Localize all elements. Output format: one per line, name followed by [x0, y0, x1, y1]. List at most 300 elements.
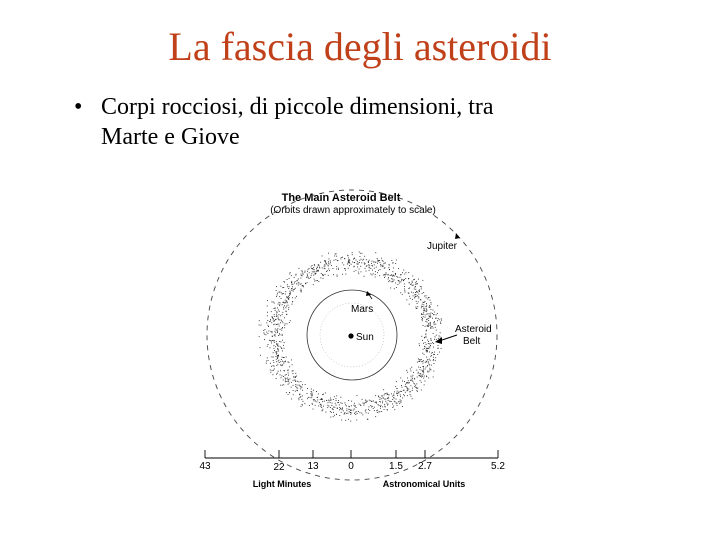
- asteroid-dot: [302, 384, 303, 385]
- asteroid-dot: [275, 308, 276, 309]
- asteroid-dot: [422, 320, 423, 321]
- asteroid-dot: [429, 368, 430, 369]
- asteroid-dot: [302, 273, 303, 274]
- asteroid-dot: [421, 375, 422, 376]
- asteroid-dot: [261, 325, 262, 326]
- asteroid-dot: [396, 393, 397, 394]
- asteroid-dot: [388, 264, 389, 265]
- asteroid-dot: [375, 416, 376, 417]
- asteroid-dot: [395, 263, 396, 264]
- asteroid-dot: [273, 302, 274, 303]
- asteroid-dot: [315, 274, 316, 275]
- asteroid-dot: [317, 400, 318, 401]
- asteroid-dot: [313, 409, 314, 410]
- asteroid-dot: [328, 275, 329, 276]
- asteroid-dot: [316, 273, 317, 274]
- asteroid-dot: [333, 274, 334, 275]
- asteroid-dot: [329, 406, 330, 407]
- asteroid-dot: [320, 404, 321, 405]
- asteroid-dot: [407, 372, 408, 373]
- asteroid-dot: [421, 336, 422, 337]
- asteroid-dot: [348, 409, 349, 410]
- asteroid-dot: [322, 410, 323, 411]
- asteroid-dot: [435, 336, 436, 337]
- asteroid-dot: [421, 390, 422, 391]
- asteroid-dot: [282, 357, 283, 358]
- asteroid-dot: [274, 303, 275, 304]
- asteroid-dot: [416, 284, 417, 285]
- asteroid-dot: [407, 390, 408, 391]
- asteroid-dot: [430, 325, 431, 326]
- asteroid-dot: [347, 263, 348, 264]
- asteroid-dot: [360, 405, 361, 406]
- asteroid-dot: [409, 382, 410, 383]
- asteroid-dot: [312, 265, 313, 266]
- asteroid-dot: [301, 274, 302, 275]
- tick-label-0: 0: [348, 461, 354, 472]
- asteroid-dot: [259, 320, 260, 321]
- asteroid-dot: [333, 407, 334, 408]
- asteroid-dot: [377, 263, 378, 264]
- asteroid-dot: [428, 323, 429, 324]
- asteroid-dot: [289, 274, 290, 275]
- asteroid-dot: [338, 268, 339, 269]
- asteroid-dot: [436, 314, 437, 315]
- asteroid-dot: [388, 400, 389, 401]
- asteroid-dot: [383, 275, 384, 276]
- asteroid-dot: [359, 404, 360, 405]
- asteroid-dot: [302, 404, 303, 405]
- asteroid-dot: [418, 292, 419, 293]
- asteroid-dot: [326, 263, 327, 264]
- asteroid-dot: [401, 385, 402, 386]
- asteroid-dot: [375, 262, 376, 263]
- asteroid-dot: [294, 289, 295, 290]
- asteroid-dot: [388, 274, 389, 275]
- asteroid-dot: [315, 405, 316, 406]
- asteroid-dot: [366, 271, 367, 272]
- asteroid-dot: [418, 296, 419, 297]
- asteroid-dot: [276, 361, 277, 362]
- asteroid-dot: [278, 361, 279, 362]
- asteroid-dot: [423, 370, 424, 371]
- asteroid-dot: [434, 354, 435, 355]
- asteroid-dot: [273, 340, 274, 341]
- asteroid-dot: [398, 393, 399, 394]
- asteroid-dot: [313, 269, 314, 270]
- asteroid-dot: [423, 343, 424, 344]
- asteroid-dot: [286, 306, 287, 307]
- asteroid-dot: [410, 298, 411, 299]
- asteroid-dot: [288, 380, 289, 381]
- jupiter-label: Jupiter: [427, 241, 458, 252]
- asteroid-dot: [426, 305, 427, 306]
- asteroid-dot: [422, 371, 423, 372]
- asteroid-dot: [280, 303, 281, 304]
- asteroid-dot: [318, 264, 319, 265]
- asteroid-dot: [279, 292, 280, 293]
- asteroid-dot: [427, 340, 428, 341]
- asteroid-dot: [422, 318, 423, 319]
- sun-label: Sun: [356, 332, 374, 343]
- asteroid-dot: [300, 284, 301, 285]
- asteroid-dot: [423, 349, 424, 350]
- asteroid-dot: [307, 275, 308, 276]
- asteroid-dot: [380, 262, 381, 263]
- asteroid-dot: [288, 381, 289, 382]
- asteroid-dot: [427, 325, 428, 326]
- asteroid-dot: [435, 357, 436, 358]
- asteroid-dot: [319, 267, 320, 268]
- asteroid-dot: [276, 324, 277, 325]
- asteroid-dot: [382, 266, 383, 267]
- asteroid-dot: [425, 334, 426, 335]
- asteroid-dot: [425, 369, 426, 370]
- asteroid-dot: [428, 326, 429, 327]
- asteroid-dot: [408, 272, 409, 273]
- asteroid-dot: [285, 300, 286, 301]
- asteroid-dot: [433, 371, 434, 372]
- asteroid-dot: [319, 402, 320, 403]
- asteroid-dot: [413, 372, 414, 373]
- asteroid-dot: [413, 292, 414, 293]
- asteroid-dot: [330, 264, 331, 265]
- asteroid-dot: [279, 304, 280, 305]
- asteroid-dot: [377, 258, 378, 259]
- asteroid-dot: [328, 402, 329, 403]
- asteroid-dot: [275, 352, 276, 353]
- asteroid-dot: [422, 304, 423, 305]
- asteroid-dot: [417, 388, 418, 389]
- asteroid-dot: [311, 394, 312, 395]
- asteroid-dot: [271, 322, 272, 323]
- asteroid-dot: [270, 370, 271, 371]
- asteroid-dot: [426, 330, 427, 331]
- asteroid-dot: [284, 282, 285, 283]
- asteroid-dot: [395, 274, 396, 275]
- asteroid-dot: [282, 351, 283, 352]
- asteroid-dot: [417, 377, 418, 378]
- asteroid-dot: [366, 401, 367, 402]
- asteroid-dot: [396, 287, 397, 288]
- asteroid-dot: [314, 281, 315, 282]
- asteroid-dot: [277, 331, 278, 332]
- asteroid-dot: [282, 364, 283, 365]
- asteroid-dot: [425, 362, 426, 363]
- asteroid-dot: [387, 394, 388, 395]
- asteroid-dot: [307, 393, 308, 394]
- asteroid-dot: [335, 403, 336, 404]
- asteroid-dot: [277, 312, 278, 313]
- asteroid-dot: [421, 361, 422, 362]
- asteroid-dot: [405, 384, 406, 385]
- asteroid-dot: [417, 388, 418, 389]
- asteroid-dot: [437, 354, 438, 355]
- asteroid-dot: [300, 389, 301, 390]
- asteroid-dot: [384, 406, 385, 407]
- asteroid-dot: [356, 260, 357, 261]
- asteroid-dot: [396, 260, 397, 261]
- asteroid-dot: [430, 328, 431, 329]
- asteroid-dot: [300, 386, 301, 387]
- asteroid-dot: [398, 280, 399, 281]
- asteroid-dot: [393, 281, 394, 282]
- asteroid-dot: [383, 389, 384, 390]
- asteroid-dot: [297, 385, 298, 386]
- asteroid-dot: [394, 401, 395, 402]
- asteroid-dot: [385, 399, 386, 400]
- asteroid-dot: [284, 302, 285, 303]
- asteroid-dot: [422, 293, 423, 294]
- asteroid-dot: [290, 292, 291, 293]
- asteroid-dot: [393, 406, 394, 407]
- asteroid-dot: [388, 267, 389, 268]
- asteroid-dot: [433, 333, 434, 334]
- asteroid-dot: [416, 370, 417, 371]
- asteroid-dot: [318, 271, 319, 272]
- asteroid-dot: [325, 268, 326, 269]
- asteroid-dot: [339, 415, 340, 416]
- asteroid-dot: [282, 361, 283, 362]
- asteroid-dot: [295, 386, 296, 387]
- asteroid-dot: [415, 286, 416, 287]
- asteroid-dot: [439, 352, 440, 353]
- asteroid-dot: [375, 252, 376, 253]
- asteroid-dot: [312, 268, 313, 269]
- asteroid-dot: [412, 381, 413, 382]
- asteroid-dot: [304, 272, 305, 273]
- asteroid-dot: [292, 286, 293, 287]
- asteroid-dot: [288, 299, 289, 300]
- asteroid-dot: [424, 309, 425, 310]
- asteroid-dot: [415, 387, 416, 388]
- asteroid-dot: [420, 376, 421, 377]
- asteroid-dot: [317, 397, 318, 398]
- belt-label-line-1: Asteroid: [455, 324, 492, 335]
- asteroid-dot: [322, 274, 323, 275]
- asteroid-dot: [408, 278, 409, 279]
- asteroid-dot: [279, 296, 280, 297]
- asteroid-dot: [324, 268, 325, 269]
- asteroid-dot: [412, 285, 413, 286]
- asteroid-dot: [292, 288, 293, 289]
- asteroid-dot: [421, 286, 422, 287]
- asteroid-dot: [351, 264, 352, 265]
- asteroid-dot: [283, 309, 284, 310]
- asteroid-dot: [314, 269, 315, 270]
- asteroid-dot: [393, 262, 394, 263]
- bullet-text-line-1: Corpi rocciosi, di piccole dimensioni, tra: [101, 94, 494, 120]
- asteroid-dot: [369, 265, 370, 266]
- asteroid-dot: [364, 264, 365, 265]
- asteroid-dot: [423, 372, 424, 373]
- asteroid-dot: [328, 268, 329, 269]
- asteroid-dot: [273, 320, 274, 321]
- asteroid-dot: [266, 332, 267, 333]
- asteroid-dot: [381, 398, 382, 399]
- asteroid-dot: [378, 404, 379, 405]
- asteroid-dot: [364, 256, 365, 257]
- asteroid-dot: [373, 408, 374, 409]
- asteroid-dot: [417, 295, 418, 296]
- asteroid-dot: [369, 267, 370, 268]
- asteroid-dot: [371, 263, 372, 264]
- asteroid-dot: [386, 403, 387, 404]
- asteroid-dot: [363, 405, 364, 406]
- asteroid-dot: [405, 278, 406, 279]
- asteroid-dot: [288, 384, 289, 385]
- asteroid-dot: [328, 261, 329, 262]
- asteroid-dot: [276, 290, 277, 291]
- asteroid-dot: [280, 361, 281, 362]
- asteroid-dot: [432, 342, 433, 343]
- asteroid-dot: [401, 391, 402, 392]
- asteroid-dot: [382, 401, 383, 402]
- asteroid-dot: [298, 279, 299, 280]
- asteroid-dot: [432, 313, 433, 314]
- tick-label-13: 13: [307, 461, 319, 472]
- asteroid-dot: [306, 277, 307, 278]
- asteroid-dot: [333, 399, 334, 400]
- asteroid-dot: [430, 317, 431, 318]
- asteroid-dot: [420, 367, 421, 368]
- asteroid-dot: [397, 395, 398, 396]
- asteroid-dot: [423, 371, 424, 372]
- asteroid-dot: [389, 280, 390, 281]
- asteroid-dot: [356, 270, 357, 271]
- asteroid-dot: [309, 278, 310, 279]
- asteroid-dot: [436, 335, 437, 336]
- asteroid-dot: [273, 360, 274, 361]
- asteroid-dot: [431, 365, 432, 366]
- asteroid-dot: [283, 287, 284, 288]
- asteroid-dot: [426, 344, 427, 345]
- asteroid-dot: [273, 374, 274, 375]
- asteroid-dot: [283, 345, 284, 346]
- asteroid-dot: [275, 334, 276, 335]
- asteroid-dot: [336, 395, 337, 396]
- asteroid-dot: [411, 292, 412, 293]
- asteroid-dot: [278, 351, 279, 352]
- asteroid-dot: [291, 360, 292, 361]
- asteroid-dot: [401, 400, 402, 401]
- asteroid-dot: [415, 294, 416, 295]
- asteroid-dot: [290, 272, 291, 273]
- asteroid-dot: [423, 368, 424, 369]
- asteroid-dot: [297, 280, 298, 281]
- asteroid-dot: [335, 259, 336, 260]
- asteroid-dot: [390, 275, 391, 276]
- asteroid-dot: [336, 405, 337, 406]
- asteroid-dot: [305, 384, 306, 385]
- asteroid-dot: [259, 336, 260, 337]
- asteroid-dot: [430, 315, 431, 316]
- asteroid-dot: [409, 296, 410, 297]
- asteroid-dot: [396, 399, 397, 400]
- asteroid-dot: [328, 266, 329, 267]
- asteroid-dot: [280, 292, 281, 293]
- asteroid-dot: [392, 404, 393, 405]
- asteroid-dot: [288, 309, 289, 310]
- asteroid-dot: [392, 399, 393, 400]
- asteroid-dot: [377, 260, 378, 261]
- asteroid-dot: [273, 357, 274, 358]
- asteroid-dot: [407, 395, 408, 396]
- asteroid-dot: [274, 314, 275, 315]
- asteroid-dot: [360, 412, 361, 413]
- asteroid-dot: [346, 406, 347, 407]
- asteroid-dot: [379, 401, 380, 402]
- asteroid-dot: [351, 405, 352, 406]
- asteroid-dot: [367, 419, 368, 420]
- asteroid-dot: [276, 356, 277, 357]
- asteroid-dot: [317, 280, 318, 281]
- asteroid-dot: [412, 375, 413, 376]
- asteroid-dot: [263, 333, 264, 334]
- asteroid-dot: [408, 389, 409, 390]
- asteroid-dot: [393, 395, 394, 396]
- asteroid-dot: [287, 323, 288, 324]
- diagram-title: The Main Asteroid Belt: [281, 192, 401, 204]
- asteroid-dot: [288, 394, 289, 395]
- asteroid-dot: [329, 270, 330, 271]
- asteroid-dot: [377, 412, 378, 413]
- asteroid-dot: [284, 348, 285, 349]
- asteroid-dot: [392, 276, 393, 277]
- asteroid-dot: [391, 281, 392, 282]
- asteroid-dot: [279, 341, 280, 342]
- asteroid-dot: [287, 279, 288, 280]
- asteroid-dot: [300, 278, 301, 279]
- asteroid-dot: [357, 413, 358, 414]
- asteroid-dot: [339, 407, 340, 408]
- asteroid-dot: [282, 335, 283, 336]
- asteroid-dot: [275, 332, 276, 333]
- asteroid-dot: [430, 300, 431, 301]
- asteroid-dot: [435, 360, 436, 361]
- asteroid-dot: [307, 388, 308, 389]
- asteroid-dot: [420, 300, 421, 301]
- asteroid-dot: [426, 357, 427, 358]
- asteroid-dot: [284, 325, 285, 326]
- asteroid-dot: [330, 262, 331, 263]
- asteroid-dot: [402, 294, 403, 295]
- asteroid-dot: [295, 391, 296, 392]
- asteroid-dot: [333, 268, 334, 269]
- asteroid-dot: [311, 392, 312, 393]
- asteroid-dot: [276, 344, 277, 345]
- asteroid-dot: [371, 407, 372, 408]
- asteroid-dot: [330, 260, 331, 261]
- asteroid-dot: [287, 381, 288, 382]
- asteroid-dot: [350, 421, 351, 422]
- asteroid-dot: [358, 263, 359, 264]
- asteroid-dot: [429, 305, 430, 306]
- asteroid-dot: [422, 306, 423, 307]
- asteroid-dot: [369, 267, 370, 268]
- asteroid-dot: [429, 297, 430, 298]
- asteroid-dot: [410, 369, 411, 370]
- asteroid-dot: [276, 314, 277, 315]
- asteroid-dot: [382, 402, 383, 403]
- asteroid-dot: [369, 410, 370, 411]
- asteroid-dot: [274, 366, 275, 367]
- asteroid-dot: [282, 287, 283, 288]
- asteroid-dot: [438, 318, 439, 319]
- asteroid-dot: [340, 402, 341, 403]
- asteroid-dot: [282, 340, 283, 341]
- asteroid-dot: [368, 413, 369, 414]
